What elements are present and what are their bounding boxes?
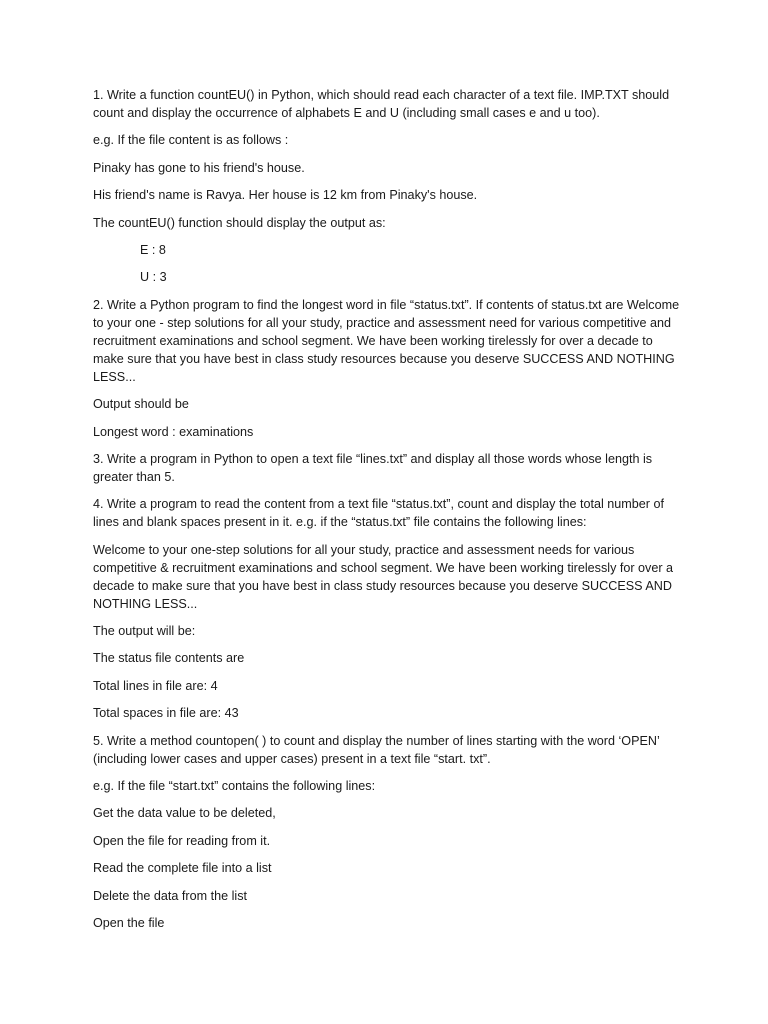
question-2-text: 2. Write a Python program to find the longest word in file “status.txt”. If contents of status.txt are Welcome to your one - step solutions for all your study, practice and assessment need for various competitive and recruitment examinations and school segment. We have been working tirelessly for over a decade to make sure that you have best in class study resources because you deserve SUCCESS AND NOTHING LESS... xyxy=(93,297,680,384)
example-intro: e.g. If the file “start.txt” contains the following lines: xyxy=(93,779,376,794)
example-line: His friend's name is Ravya. Her house is 12 km from Pinaky's house. xyxy=(93,188,478,203)
output-intro: Output should be xyxy=(93,397,189,412)
output-intro: The countEU() function should display the output as: xyxy=(93,215,386,230)
example-intro: e.g. If the file content is as follows : xyxy=(93,133,289,148)
example-line: Pinaky has gone to his friend's house. xyxy=(93,160,305,175)
document-page xyxy=(93,86,683,941)
question-5-text: 5. Write a method countopen( ) to count and display the number of lines starting with the word ‘OPEN’ (including lower cases and upper cases) present in a text file “start. txt”. xyxy=(93,733,660,766)
example-line: Read the complete file into a list xyxy=(93,861,272,876)
example-line: Open the file xyxy=(93,915,165,930)
question-4-text: 4. Write a program to read the content from a text file “status.txt”, count and display the total number of lines and blank spaces present in it. e.g. if the “status.txt” file contains the following lines: xyxy=(93,497,664,530)
output-line: Total lines in file are: 4 xyxy=(93,678,218,693)
output-line: Longest word : examinations xyxy=(93,424,254,439)
output-line: Total spaces in file are: 43 xyxy=(93,706,239,721)
output-intro: The output will be: xyxy=(93,624,196,639)
example-line: Open the file for reading from it. xyxy=(93,833,271,848)
question-3-text: 3. Write a program in Python to open a text file “lines.txt” and display all those words whose length is greater than 5. xyxy=(93,451,653,484)
output-line: The status file contents are xyxy=(93,651,245,666)
example-line: Get the data value to be deleted, xyxy=(93,806,276,821)
output-line: E : 8 xyxy=(140,242,166,257)
output-line: U : 3 xyxy=(140,270,167,285)
question-1-text: 1. Write a function countEU() in Python, which should read each character of a text file. IMP.TXT should count and display the occurrence of alphabets E and U (including small cases e and u too). xyxy=(93,88,670,120)
example-content: Welcome to your one-step solutions for all your study, practice and assessment needs for various competitive & recruitment examinations and school segment. We have been working tirelessly for over a decade to make sure that you have best in class study resources because you deserve SUCCESS AND NOTHING LESS... xyxy=(93,542,674,611)
example-line: Delete the data from the list xyxy=(93,888,248,903)
